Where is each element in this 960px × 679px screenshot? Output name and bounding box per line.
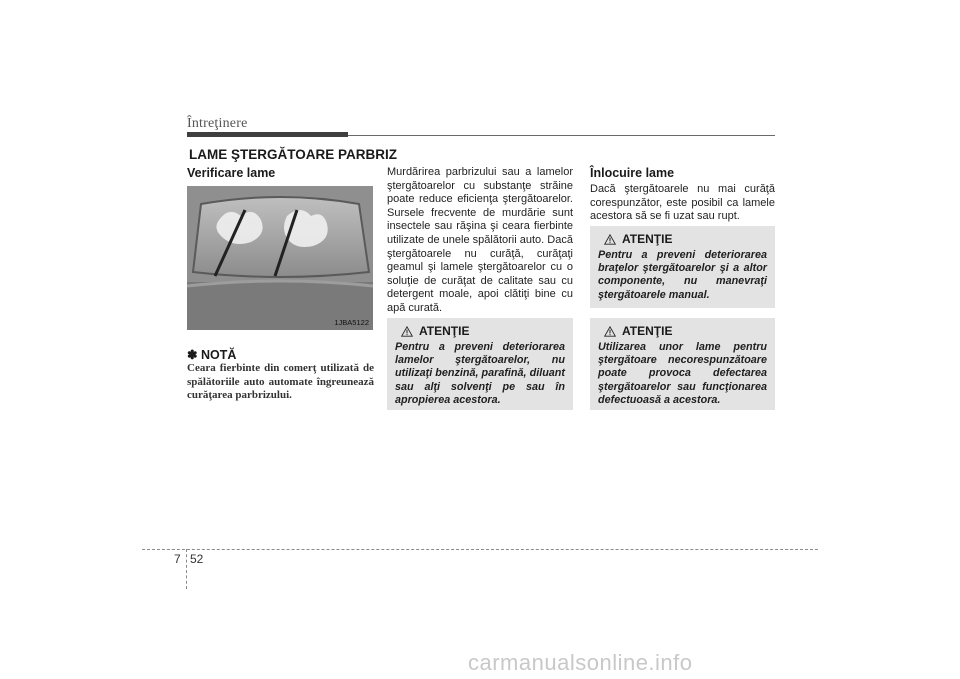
image-code: 1JBA5122	[334, 318, 369, 327]
chapter-number: 7	[174, 552, 181, 566]
warning-triangle-icon	[401, 326, 413, 337]
warning-box-manual	[590, 226, 775, 308]
windshield-illustration	[187, 186, 373, 330]
body-text-dirt: Murdărirea parbrizului sau a lamelor ştergătoarelor cu substanţe străine poate reduce eficienţa ştergătoarelor. Sursele frecvente de murdărie sunt insectele sau răşina şi ceara fierbinte utilizate de unele spălătorii auto. Dacă ştergătoarele nu curăţă, curăţaţi geamul şi lamele ştergătoarelor cu o soluţie de curăţat de calitate sau cu detergent moale, apoi clătiţi bine cu apă curată.	[387, 166, 573, 314]
note-heading: ✽ NOTĂ	[187, 348, 237, 362]
header-rule-dark	[187, 132, 348, 137]
warning-title-text: ATENŢIE	[622, 324, 673, 338]
warning-title	[604, 232, 767, 246]
warning-title-text: ATENŢIE	[622, 232, 673, 246]
warning-box-solvents	[387, 318, 573, 410]
footer-rule	[142, 549, 818, 550]
note-text: Ceara fierbinte din comerţ utilizată de spălătoriile auto automate îngreunează curăţarea parbrizului.	[187, 362, 374, 401]
subheading-replace-blades: Înlocuire lame	[590, 166, 675, 180]
warning-title	[604, 324, 767, 338]
warning-title	[401, 324, 565, 338]
warning-triangle-icon	[604, 326, 616, 337]
watermark: carmanualsonline.info	[468, 650, 693, 675]
body-text-replace: Dacă ştergătoarele nu mai curăţă corespunzător, este posibil ca lamele acestora să se fi uzat sau rupt.	[590, 183, 775, 223]
warning-triangle-icon	[604, 234, 616, 245]
warning-title-text: ATENŢIE	[419, 324, 470, 338]
subheading-check-blades: Verificare lame	[187, 166, 276, 180]
warning-text: Pentru a preveni deteriorarea lamelor ştergătoarelor, nu utilizaţi benzină, parafină, diluant sau alţi solvenţi pe sau în apropierea acestora.	[395, 341, 565, 406]
windshield-photo	[187, 186, 373, 330]
warning-text: Pentru a preveni deteriorarea braţelor ştergătoarelor şi a altor componente, nu manevraţi ştergătoarele manual.	[598, 249, 767, 301]
header-rule-thin	[348, 135, 775, 136]
header-title: Întreţinere	[187, 116, 248, 131]
page-number: 52	[190, 552, 204, 566]
section-title: LAME ŞTERGĂTOARE PARBRIZ	[189, 147, 398, 162]
footer-divider	[186, 549, 187, 589]
warning-box-improper-blades	[590, 318, 775, 410]
warning-text: Utilizarea unor lame pentru ştergătoare necorespunzătoare poate provoca defectarea ştergătoarelor sau funcţionarea defectuoasă a acestora.	[598, 341, 767, 406]
